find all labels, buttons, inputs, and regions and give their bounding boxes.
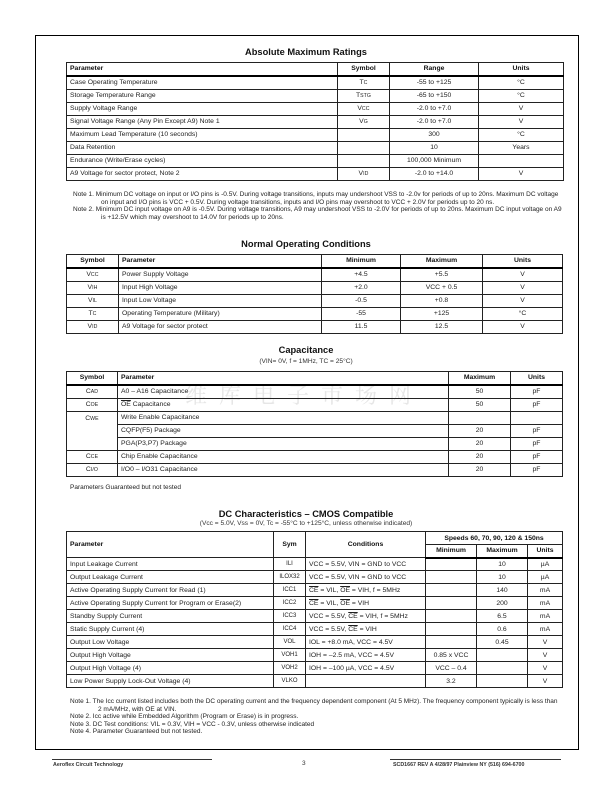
parameter-cell: Static Supply Current (4): [67, 623, 274, 636]
units-cell: V: [479, 167, 564, 180]
note-1: Note 1. The Icc current listed includes both the DC operating current and the frequency dependent component (At 5 MHz). The frequency component typically is less than 2 mA/MHz, with OE at VIN.: [70, 698, 558, 713]
table-row: [67, 571, 563, 584]
symbol-cell: [338, 128, 390, 141]
units-cell: [479, 154, 564, 167]
minimum-cell: [426, 636, 477, 649]
table-row: [67, 558, 563, 571]
range-cell: -2.0 to +7.0: [390, 102, 479, 115]
parameter-cell: A9 Voltage for sector protect, Note 2: [67, 167, 338, 180]
table-row: [67, 115, 564, 128]
parameter-cell: Storage Temperature Range: [67, 89, 338, 102]
units-cell: pF: [511, 463, 563, 476]
capacitance-title: Capacitance: [278, 345, 334, 355]
footer-doc-info: SCD1667 REV A 4/28/97 Plainview NY (516) 694-6700: [393, 762, 525, 768]
units-cell: °C: [479, 89, 564, 102]
note-4: Note 4. Parameter Guaranteed but not tested.: [70, 728, 203, 736]
col-header: Symbol: [338, 63, 390, 76]
footer-rule-left: [52, 759, 212, 760]
parameter-cell: Signal Voltage Range (Any Pin Except A9) Note 1: [67, 115, 338, 128]
table-row: [67, 398, 563, 411]
maximum-cell: 6.5: [477, 610, 528, 623]
parameter-cell: Active Operating Supply Current for Read (1): [67, 584, 274, 597]
maximum-cell: +0.8: [401, 294, 483, 307]
capacitance-subtitle: (VIN= 0V, f = 1MHz, TC = 25°C): [259, 358, 353, 365]
page-number: 3: [302, 760, 306, 767]
minimum-cell: 0.85 x VCC: [426, 649, 477, 662]
minimum-cell: [426, 597, 477, 610]
symbol-cell: VG: [338, 115, 390, 128]
table-row: [67, 307, 563, 320]
units-cell: mA: [528, 623, 563, 636]
col-header: Units: [511, 372, 563, 385]
symbol-cell: TSTG: [338, 89, 390, 102]
units-cell: mA: [528, 584, 563, 597]
abs-max-notes: [73, 191, 563, 221]
range-cell: 10: [390, 141, 479, 154]
units-cell: °C: [483, 307, 563, 320]
col-header: Units: [479, 63, 564, 76]
maximum-cell: [477, 662, 528, 675]
note-2: Note 2. Icc active while Embedded Algorithm (Program or Erase) is in progress.: [70, 713, 299, 721]
note-3: Note 3. DC Test conditions: VIL = 0.3V, VIH = VCC - 0.3V, unless otherwise indicated: [70, 720, 315, 728]
note-1: Note 1. Minimum DC voltage on input or I/O pins is -0.5V. During voltage transitions, inputs may undershoot VSS to -2.0v for periods of up to 20ns. Maximum DC voltage on input and I/O pins is VCC + 0.5V. During voltage transitions, inputs and I/O pins may overshoot to VCC + 2.0V for periods up to 20 ns.: [73, 191, 559, 206]
symbol-cell: CCE: [67, 450, 118, 463]
units-cell: mA: [528, 610, 563, 623]
col-header: Parameter: [67, 532, 274, 558]
parameter-cell: Write Enable Capacitance: [118, 411, 449, 424]
col-header: Range: [390, 63, 479, 76]
table-row: [67, 281, 563, 294]
parameter-cell: Input Low Voltage: [119, 294, 322, 307]
table-row: [67, 623, 563, 636]
minimum-cell: +2.0: [322, 281, 401, 294]
parameter-cell: Maximum Lead Temperature (10 seconds): [67, 128, 338, 141]
units-cell: mA: [528, 597, 563, 610]
units-cell: pF: [511, 437, 563, 450]
maximum-cell: VCC + 0.5: [401, 281, 483, 294]
conditions-cell: IOH = –2.5 mA, VCC = 4.5V: [306, 649, 426, 662]
symbol-cell: VIH: [67, 281, 119, 294]
maximum-cell: +5.5: [401, 268, 483, 282]
maximum-cell: 50: [449, 398, 511, 411]
parameter-cell: Standby Supply Current: [67, 610, 274, 623]
maximum-cell: 200: [477, 597, 528, 610]
col-header: Maximum: [477, 545, 528, 558]
sym-cell: ICC4: [274, 623, 306, 636]
maximum-cell: 20: [449, 424, 511, 437]
sym-cell: VOH1: [274, 649, 306, 662]
table-row: [67, 675, 563, 688]
table-row: [67, 320, 563, 333]
capacitance-footnote: Parameters Guaranteed but not tested: [70, 484, 181, 491]
col-header: Symbol: [67, 255, 119, 268]
conditions-cell: VCC = 5.5V, VIN = GND to VCC: [306, 558, 426, 571]
sym-cell: VOH2: [274, 662, 306, 675]
table-row: [67, 584, 563, 597]
table-row: [67, 662, 563, 675]
parameter-cell: Output Leakage Current: [67, 571, 274, 584]
units-cell: V: [483, 281, 563, 294]
sym-cell: VOL: [274, 636, 306, 649]
table-row: [67, 424, 563, 437]
parameter-cell: CQFP(F5) Package: [118, 424, 449, 437]
table-row: [67, 294, 563, 307]
symbol-cell: VCC: [338, 102, 390, 115]
symbol-cell: COE: [67, 398, 118, 411]
col-header: Minimum: [322, 255, 401, 268]
range-cell: -55 to +125: [390, 76, 479, 90]
sym-cell: ILOX32: [274, 571, 306, 584]
minimum-cell: VCC – 0.4: [426, 662, 477, 675]
maximum-cell: 12.5: [401, 320, 483, 333]
normal-op-title: Normal Operating Conditions: [241, 239, 371, 249]
units-cell: °C: [479, 76, 564, 90]
table-row: [67, 128, 564, 141]
conditions-cell: IOL = +8.0 mA, VCC = 4.5V: [306, 636, 426, 649]
col-header: Units: [483, 255, 563, 268]
col-header: Units: [528, 545, 563, 558]
parameter-cell: Power Supply Voltage: [119, 268, 322, 282]
range-cell: -2.0 to +7.0: [390, 115, 479, 128]
col-header: Parameter: [67, 63, 338, 76]
sym-cell: ICC2: [274, 597, 306, 610]
minimum-cell: -0.5: [322, 294, 401, 307]
units-cell: pF: [511, 385, 563, 399]
units-cell: V: [479, 115, 564, 128]
range-cell: -65 to +150: [390, 89, 479, 102]
minimum-cell: [426, 584, 477, 597]
maximum-cell: 140: [477, 584, 528, 597]
table-row: [67, 636, 563, 649]
capacitance-table: [66, 371, 563, 477]
minimum-cell: -55: [322, 307, 401, 320]
minimum-cell: [426, 623, 477, 636]
maximum-cell: [449, 411, 511, 424]
parameter-cell: Output Low Voltage: [67, 636, 274, 649]
minimum-cell: [426, 571, 477, 584]
parameter-cell: Active Operating Supply Current for Program or Erase(2): [67, 597, 274, 610]
units-cell: V: [528, 636, 563, 649]
units-cell: pF: [511, 450, 563, 463]
table-row: [67, 154, 564, 167]
units-cell: Years: [479, 141, 564, 154]
symbol-cell: TC: [338, 76, 390, 90]
footer-rule-right: [390, 759, 561, 760]
maximum-cell: 0.6: [477, 623, 528, 636]
col-header: Parameter: [119, 255, 322, 268]
table-row: [67, 268, 563, 282]
table-row: [67, 141, 564, 154]
table-row: [67, 437, 563, 450]
parameter-cell: Case Operating Temperature: [67, 76, 338, 90]
minimum-cell: [426, 558, 477, 571]
symbol-cell: [338, 154, 390, 167]
units-cell: °C: [479, 128, 564, 141]
units-cell: V: [483, 268, 563, 282]
maximum-cell: 0.45: [477, 636, 528, 649]
table-row: [67, 167, 564, 180]
maximum-cell: 20: [449, 450, 511, 463]
watermark: 维库电子市场网: [185, 384, 424, 409]
units-cell: µA: [528, 558, 563, 571]
col-header: Minimum: [426, 545, 477, 558]
range-cell: 100,000 Minimum: [390, 154, 479, 167]
table-row: [67, 463, 563, 476]
col-header: Parameter: [118, 372, 449, 385]
units-cell: V: [479, 102, 564, 115]
minimum-cell: [426, 610, 477, 623]
parameter-cell: Input Leakage Current: [67, 558, 274, 571]
range-cell: -2.0 to +14.0: [390, 167, 479, 180]
symbol-cell: TC: [67, 307, 119, 320]
parameter-cell: Chip Enable Capacitance: [118, 450, 449, 463]
maximum-cell: 10: [477, 558, 528, 571]
maximum-cell: +125: [401, 307, 483, 320]
abs-max-title: Absolute Maximum Ratings: [245, 47, 367, 57]
dc-table: [66, 531, 563, 688]
parameter-cell: Supply Voltage Range: [67, 102, 338, 115]
conditions-cell: $\overline{CE}$ = VIL, $\overline{OE}$ = VIH: [306, 597, 426, 610]
parameter-cell: Low Power Supply Lock-Out Voltage (4): [67, 675, 274, 688]
maximum-cell: 10: [477, 571, 528, 584]
col-header: Maximum: [449, 372, 511, 385]
units-cell: V: [528, 662, 563, 675]
sym-cell: ILI: [274, 558, 306, 571]
symbol-cell: VCC: [67, 268, 119, 282]
col-header: Sym: [274, 532, 306, 558]
normal-op-table: [66, 254, 563, 334]
parameter-cell: PGA(P3,P7) Package: [118, 437, 449, 450]
sym-cell: ICC1: [274, 584, 306, 597]
units-cell: V: [528, 649, 563, 662]
parameter-cell: A0 – A16 Capacitance: [118, 385, 449, 399]
conditions-cell: VCC = 5.5V, VIN = GND to VCC: [306, 571, 426, 584]
col-header: Maximum: [401, 255, 483, 268]
units-cell: V: [483, 294, 563, 307]
note-2: Note 2. Minimum DC input voltage on A9 is -0.5V. During voltage transitions, A9 may undershoot VSS to -2.0V for periods of up to 20ns. Maximum DC input voltage on A9 is +12.5V which may overshoot to 14.0V for periods up to 20ns.: [73, 206, 562, 221]
conditions-cell: $\overline{CE}$ = VIL, $\overline{OE}$ = VIH, f = 5MHz: [306, 584, 426, 597]
table-row: [67, 610, 563, 623]
table-row: [67, 385, 563, 399]
table-row: [67, 89, 564, 102]
table-row: [67, 76, 564, 90]
minimum-cell: 3.2: [426, 675, 477, 688]
conditions-cell: VCC = 5.5V, $\overline{CE}$ = VIH: [306, 623, 426, 636]
maximum-cell: [477, 649, 528, 662]
dc-subtitle: (Vcc = 5.0V, Vss = 0V, Tc = -55°C to +125°C, unless otherwise indicated): [199, 520, 413, 527]
maximum-cell: 20: [449, 463, 511, 476]
symbol-cell: CAD: [67, 385, 118, 399]
parameter-cell: Data Retention: [67, 141, 338, 154]
footer-company: Aeroflex Circuit Technology: [53, 762, 124, 768]
symbol-cell: VID: [67, 320, 119, 333]
minimum-cell: 11.5: [322, 320, 401, 333]
parameter-cell: Output High Voltage: [67, 649, 274, 662]
col-header: Symbol: [67, 372, 118, 385]
parameter-cell: $\overline{OE}$ Capacitance: [118, 398, 449, 411]
parameter-cell: Input High Voltage: [119, 281, 322, 294]
sym-cell: VLKO: [274, 675, 306, 688]
conditions-cell: IOH = –100 µA, VCC = 4.5V: [306, 662, 426, 675]
units-cell: V: [483, 320, 563, 333]
abs-max-table: [66, 62, 564, 181]
table-row: [67, 102, 564, 115]
range-cell: 300: [390, 128, 479, 141]
table-row: [67, 649, 563, 662]
parameter-cell: Operating Temperature (Military): [119, 307, 322, 320]
table-row: [67, 597, 563, 610]
dc-title: DC Characteristics – CMOS Compatible: [218, 509, 394, 519]
col-header: Speeds 60, 70, 90, 120 & 150ns: [426, 532, 563, 545]
table-row: [67, 411, 563, 424]
maximum-cell: [477, 675, 528, 688]
units-cell: µA: [528, 571, 563, 584]
symbol-cell: CI/O: [67, 463, 118, 476]
units-cell: [511, 411, 563, 424]
minimum-cell: +4.5: [322, 268, 401, 282]
parameter-cell: Output High Voltage (4): [67, 662, 274, 675]
parameter-cell: A9 Voltage for sector protect: [119, 320, 322, 333]
units-cell: pF: [511, 398, 563, 411]
parameter-cell: I/O0 – I/O31 Capacitance: [118, 463, 449, 476]
symbol-cell: VID: [338, 167, 390, 180]
symbol-cell: [338, 141, 390, 154]
maximum-cell: 20: [449, 437, 511, 450]
conditions-cell: VCC = 5.5V, $\overline{CE}$ = VIH, f = 5MHz: [306, 610, 426, 623]
table-row: [67, 450, 563, 463]
units-cell: V: [528, 675, 563, 688]
conditions-cell: [306, 675, 426, 688]
dc-notes: [70, 698, 560, 736]
symbol-cell: VIL: [67, 294, 119, 307]
parameter-cell: Endurance (Write/Erase cycles): [67, 154, 338, 167]
col-header: Conditions: [306, 532, 426, 558]
symbol-cell: CWE: [67, 411, 118, 450]
maximum-cell: 50: [449, 385, 511, 399]
sym-cell: ICC3: [274, 610, 306, 623]
units-cell: pF: [511, 424, 563, 437]
